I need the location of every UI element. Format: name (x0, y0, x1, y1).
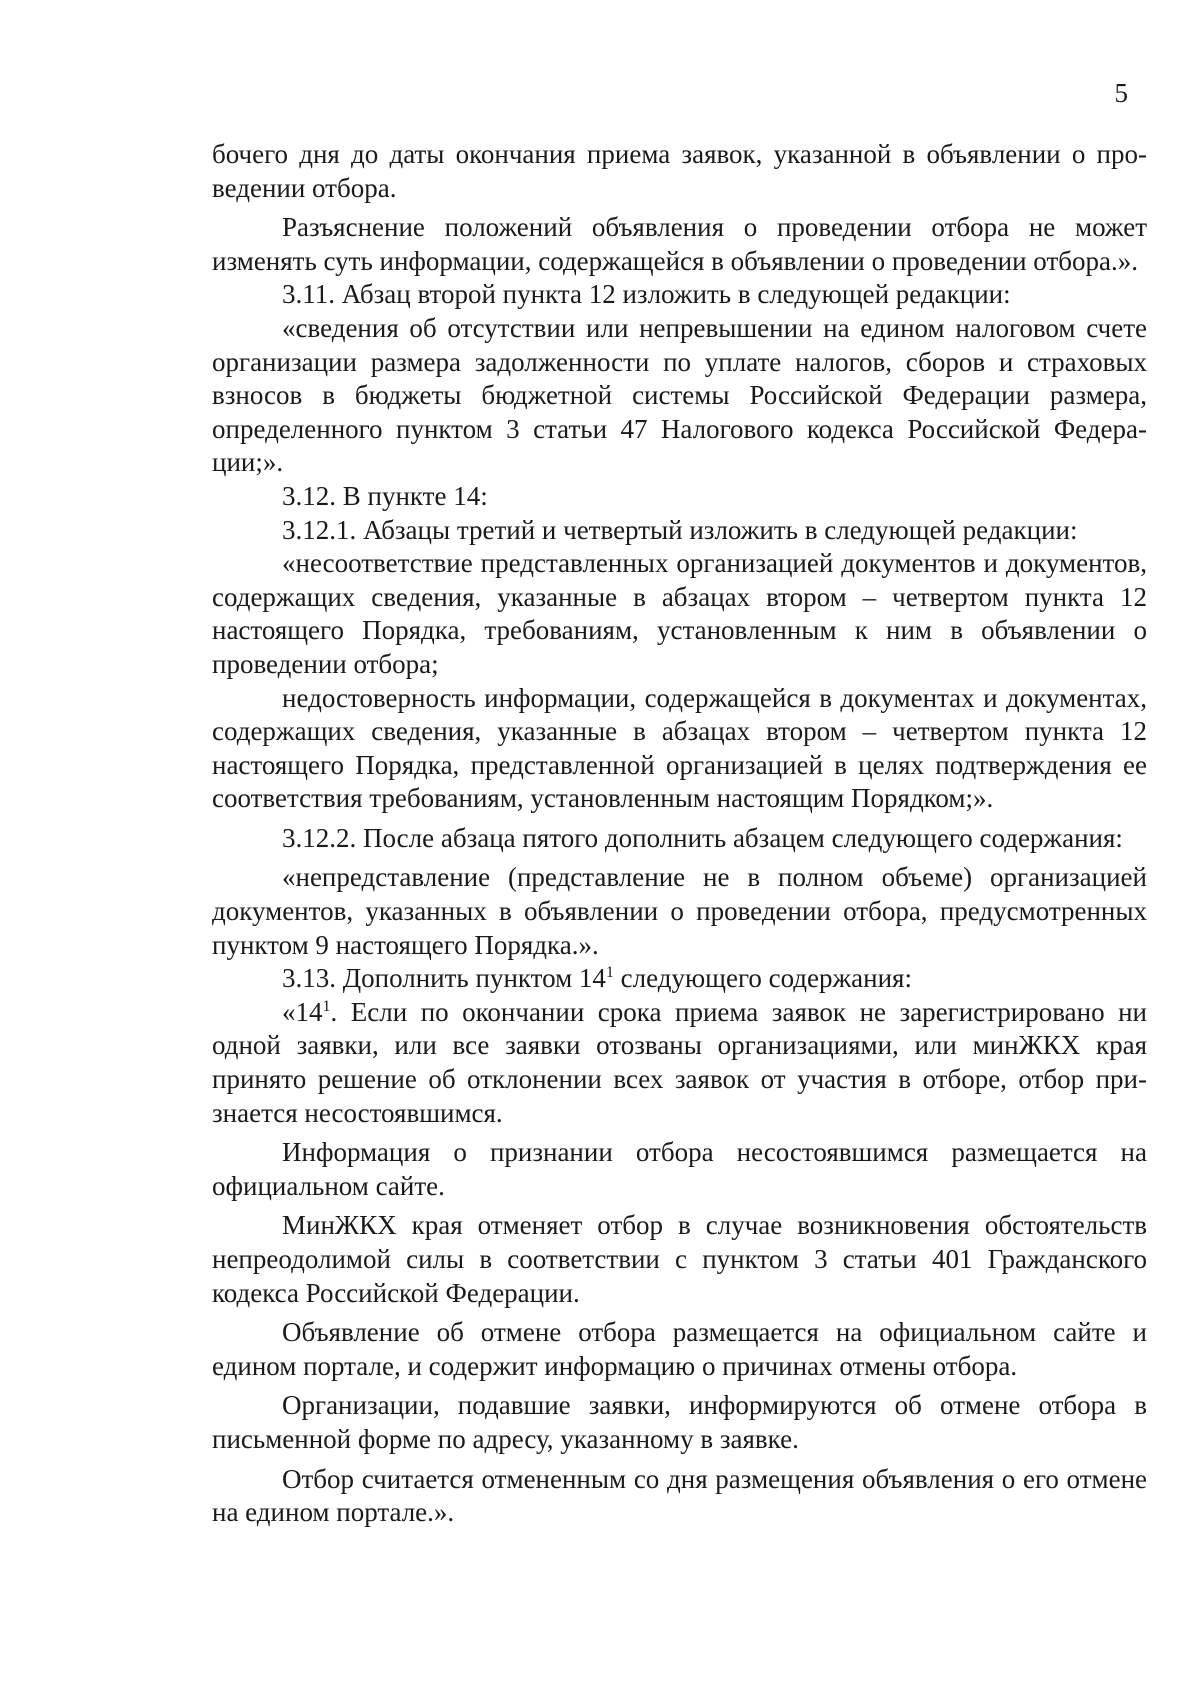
paragraph-nonsubmission: «непредставление (представление не в полном объеме) организацией документов, указанных в объявлении о проведении отбора, предусмотренных пунктом 9 настоящего Порядка.». (212, 862, 1147, 960)
paragraph-3-12: 3.12. В пункте 14: (282, 480, 488, 511)
paragraph-nonconformity: «несоответствие представленных организацией документов и документов, содержащих сведения, указанные в абзацах втором – четвертом пункта 12 настоящего Порядка, требованиям, установленным к ним в объявлении о проведении отбора; (212, 548, 1147, 679)
clause-14-1-after: . Если по окончании срока приема заявок не зарегистрировано ни одной заявки, или все заявки отозваны организациями, или минЖКХ края принято решение об отклонении всех заявок от участия в отборе, отбор признается несостоявшимся. (212, 996, 1147, 1128)
clause-14-1-before: «14 (282, 996, 323, 1027)
paragraph-tax-info: «сведения об отсутствии или непревышении на едином налоговом счете организации размера задолженности по уплате налогов, сборов и страховых взносов в бюджеты бюджетной системы Российской Федерации размера, определенного пунктом 3 статьи 47 Налогового кодекса Российской Федерации;». (212, 312, 1147, 478)
paragraph-recognition-info: Информация о признании отбора несостоявшимся размещается на официальном сайте. (212, 1137, 1147, 1201)
paragraph-3-13 (212, 962, 1147, 996)
paragraph-cancellation: МинЖКХ края отменяет отбор в случае возникновения обстоятельств непреодолимой силы в соответствии с пунктом 3 статьи 401 Гражданского кодекса Российской Федерации. (212, 1210, 1147, 1308)
paragraph-unreliability: недостоверность информации, содержащейся в документах и документах, содержащих сведения, указанные в абзацах втором – четвертом пункта 12 настоящего Порядка, представленной организацией в целях подтверждения ее соответствия требованиям, установленным настоящим Порядком;». (212, 682, 1147, 814)
clause-313-after: следующего содержания: (613, 963, 912, 994)
paragraph-clarification: Разъяснение положений объявления о проведении отбора не может изменять суть информации, содержащейся в объявлении о проведении отбора.». (212, 212, 1147, 276)
paragraph-14-1 (212, 996, 1147, 1130)
paragraph-cancellation-notice: Объявление об отмене отбора размещается на официальном сайте и едином портале, и содержит информацию о причинах отмены отбора. (212, 1317, 1147, 1381)
paragraph-3-12-1: 3.12.1. Абзацы третий и четвертый изложить в следующей редакции: (282, 514, 1078, 545)
clause-313-before: 3.13. Дополнить пунктом 14 (282, 963, 606, 994)
paragraph-3-11: 3.11. Абзац второй пункта 12 изложить в следующей редакции: (282, 279, 1011, 310)
document-body (212, 138, 1147, 1530)
paragraph-3-12-2: 3.12.2. После абзаца пятого дополнить абзацем следующего содержания: (282, 822, 1123, 853)
paragraph-cancelled-date: Отбор считается отмененным со дня размещения объявления о его отмене на едином портале.». (212, 1463, 1147, 1528)
clause-313-sup: 1 (605, 964, 614, 982)
paragraph-organizations-informed: Организации, подавшие заявки, информируются об отмене отбора в письменной форме по адресу, указанному в заявке. (212, 1390, 1147, 1454)
paragraph-continuation: бочего дня до даты окончания приема заявок, указанной в объявлении о проведении отбора. (212, 139, 1147, 203)
clause-14-1-sup: 1 (322, 997, 331, 1015)
page-number: 5 (1114, 78, 1128, 108)
